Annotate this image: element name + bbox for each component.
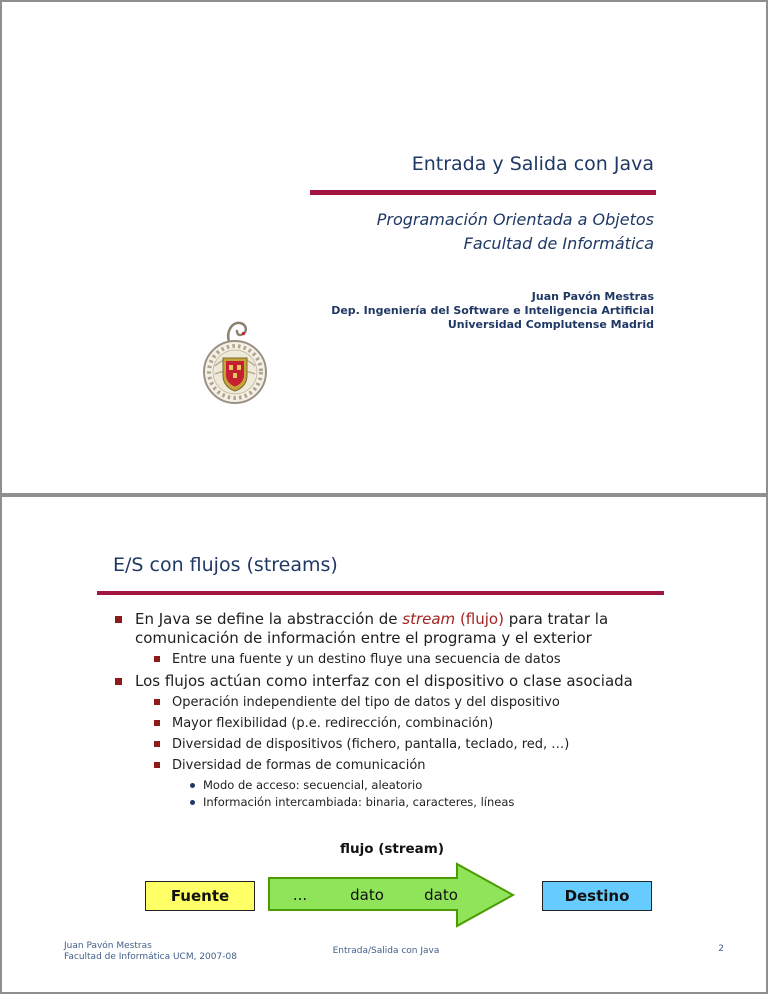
slide2-title: E/S con flujos (streams) [113, 554, 338, 576]
footer-author-line2: Facultad de Informática UCM, 2007-08 [64, 952, 237, 962]
bullet-dot-icon [190, 783, 195, 788]
bullet-item [2, 736, 768, 753]
bullet-text: Mayor flexibilidad (p.e. redirección, combinación) [172, 716, 494, 731]
slide-2 [0, 495, 768, 994]
bullet-item [2, 795, 768, 810]
slide1-subtitle [377, 208, 654, 256]
bullet-list [2, 610, 768, 812]
title-rule [310, 190, 656, 195]
bullet-square-icon [154, 656, 160, 662]
source-box [145, 881, 255, 911]
stream-diagram-label: flujo (stream) [339, 841, 445, 857]
footer-page-number: 2 [718, 944, 724, 954]
bullet-item [2, 778, 768, 793]
bullet-text: Información intercambiada: binaria, caracteres, líneas [203, 795, 515, 809]
source-box-label: Fuente [170, 887, 230, 905]
bullet-square-icon [154, 741, 160, 747]
bullet-item [2, 610, 768, 648]
stream-item-ellipsis: ... [292, 886, 308, 904]
bullet-text: Los flujos actúan como interfaz con el dispositivo o clase asociada [135, 672, 633, 690]
author-line3: Universidad Complutense Madrid [447, 318, 654, 331]
bullet-square-icon [115, 616, 122, 623]
bullet-text: En Java se define la abstracción de stream (flujo) para tratar la comunicación de información entre el programa y el exterior [135, 610, 609, 647]
footer-title: Entrada/Salida con Java [332, 946, 440, 956]
bullet-text: Entre una fuente y un destino fluye una secuencia de datos [172, 652, 561, 667]
stream-item-dato-1: dato [350, 886, 384, 904]
slide-footer [2, 941, 768, 971]
destination-box-label: Destino [564, 887, 630, 905]
bullet-square-icon [154, 720, 160, 726]
bullet-dot-icon [190, 800, 195, 805]
bullet-text: Operación independiente del tipo de datos y del dispositivo [172, 695, 560, 710]
author-line2: Dep. Ingeniería del Software e Inteligencia Artificial [331, 304, 654, 317]
bullet-text: Diversidad de dispositivos (fichero, pantalla, teclado, red, …) [172, 737, 570, 752]
slide1-author-block [331, 290, 654, 332]
bullet-square-icon [154, 699, 160, 705]
bullet-item [2, 672, 768, 691]
destination-box [542, 881, 652, 911]
author-line1: Juan Pavón Mestras [531, 290, 654, 303]
bullet-item [2, 757, 768, 774]
title-rule [97, 591, 664, 595]
stream-item-dato-2: dato [424, 886, 458, 904]
bullet-item [2, 715, 768, 732]
subtitle-line2: Facultad de Informática [463, 234, 654, 253]
bullet-square-icon [154, 762, 160, 768]
ucm-crest-logo-icon [198, 318, 272, 414]
bullet-text: Modo de acceso: secuencial, aleatorio [203, 778, 423, 792]
subtitle-line1: Programación Orientada a Objetos [376, 210, 654, 229]
slide-1 [0, 0, 768, 495]
bullet-text: Diversidad de formas de comunicación [172, 758, 426, 773]
stream-arrow-icon [267, 862, 517, 932]
bullet-item [2, 651, 768, 668]
bullet-item [2, 694, 768, 711]
footer-author-line1: Juan Pavón Mestras [64, 941, 152, 951]
bullet-square-icon [115, 678, 122, 685]
slide1-title: Entrada y Salida con Java [411, 153, 654, 175]
